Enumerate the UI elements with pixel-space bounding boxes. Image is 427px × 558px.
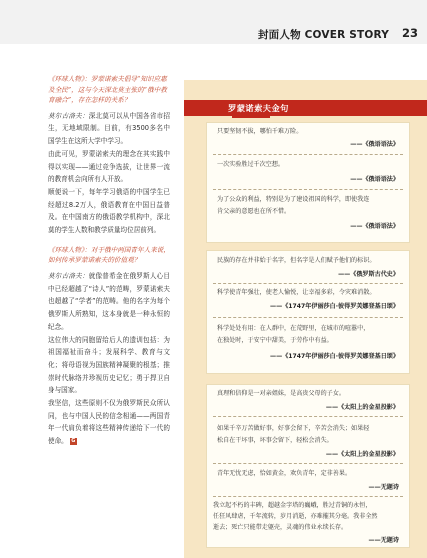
quote-source: ——《1747年伊丽莎白·彼得罗芙娜登基日颂》 (270, 353, 399, 360)
quote-card (206, 122, 410, 243)
divider (213, 154, 403, 155)
panel-title-rule (232, 116, 270, 118)
quote-text: 肯父亲的意愿也在所不惜。 (217, 208, 291, 215)
quote-source: ——《俄语语法》 (350, 176, 399, 183)
quote-text: 只要坚韧不拔，哪怕千难万险。 (217, 128, 303, 135)
divider (213, 496, 403, 497)
quote-source: ——《1747年伊丽莎白·彼得罗芙娜登基日颂》 (270, 303, 399, 310)
interview-answer-1 (48, 110, 170, 237)
quote-card (206, 250, 410, 374)
end-mark-icon: G (71, 437, 76, 444)
page-number: 23 (401, 26, 418, 40)
quote-text: 逝去；死亡只能带走躯壳，灵魂的伟业永续长存。 (213, 524, 348, 531)
interview-column (48, 74, 170, 448)
interview-question-1: 《环球人物》：罗蒙诺索夫倡导“知识应惠及全民”，这与今天深北莫主张的“俄中教育融合”，存在怎样的关系？ (48, 75, 167, 105)
speaker-name: 莫尔古洛夫： (48, 272, 89, 280)
quote-text: 为了公众的利益，特别是为了建设祖国的科学，即使我连 (217, 196, 370, 203)
quote-text: 青年无忧无虑，恰如黄金，欢负青年，定非善果。 (217, 470, 352, 477)
quote-source: ——《俄罗斯古代史》 (338, 271, 399, 278)
quote-text: 如果千辛万苦做好事，好事会留下，辛苦会消失；如果轻 (217, 425, 370, 432)
quote-source: ——《俄语语法》 (350, 141, 399, 148)
quote-card (206, 384, 410, 548)
panel-title-bar (184, 100, 427, 116)
quote-text: 任狂风肆虐，千年流转，岁月消逝，亦难摧其分毫。我非全然 (213, 513, 378, 520)
quote-source: ——无题诗 (368, 484, 399, 491)
quote-text: 我立起不朽的丰碑，超越金字塔的巍峨，胜过青铜的永恒， (213, 502, 372, 509)
answer-paragraph: 这位伟大的同胞留给后人的遗训包括：为祖国福祉而奋斗；发展科学、教育与文化；将母语视为国族精神凝聚的根基；推崇时代脉络并珍视历史记忆；勇于捍卫自身与国家。 (48, 335, 170, 395)
quote-text: 在独处时，于安宁中甜美，于劳作中有益。 (217, 337, 333, 344)
quote-text: 一次实验胜过千次空想。 (217, 161, 285, 168)
answer-text: 我坚信，这些原则不仅为俄罗斯民众所认同，也与中国人民的信念相通——两国青年一代肩负着将这些精神传递给下一代的使命。 (48, 399, 170, 446)
answer-text: 可以从中国各省市招生，无地域限制。目前，有3500多名中国学生在这所大学中学习。 (48, 111, 171, 146)
quote-text: 真理和信仰是一对亲姐妹，是高贵父母的子女。 (217, 390, 345, 397)
answer-text: 就像普希金在俄罗斯人心目中已经超越了“诗人”的范畴，罗蒙诺索夫也超越了“学者”的范畴。他的名字为每个俄罗斯人所熟知，这本身就是一种永恒的纪念。 (48, 272, 171, 331)
answer-text: 深北莫 (88, 111, 110, 120)
interview-question-2: 《环球人物》：对于俄中两国青年人来说，如何传承罗蒙诺索夫的价值观？ (48, 245, 170, 265)
quote-source: ——《俄语语法》 (350, 223, 399, 230)
panel-title: 罗蒙诺索夫金句 (228, 103, 289, 113)
divider (213, 189, 403, 190)
divider (213, 416, 403, 417)
quote-source: ——《太阳上的金星投影》 (325, 451, 399, 458)
divider (213, 283, 403, 284)
divider (213, 317, 403, 318)
interview-answer-2 (48, 270, 170, 448)
answer-paragraph (48, 110, 170, 148)
answer-paragraph: 顺便说一下，每年学习俄语的中国学生已经超过8.2万人，俄语教育在中国日益普及。在中国南方的俄语教学机构中，深北莫的学生人数和教学质量均位居前列。 (48, 188, 170, 235)
speaker-name: 莫尔古洛夫： (48, 111, 89, 120)
divider (213, 463, 403, 464)
quote-source: ——《太阳上的金星投影》 (325, 404, 399, 411)
quote-text: 科学处处有用：在人群中，在荒野里，在城市的喧嚣中， (217, 325, 370, 332)
quote-text: 民族的存在并非始于名字，但名字是人们赋予他们的标识。 (217, 257, 376, 264)
answer-paragraph (48, 397, 170, 448)
section-title: 封面人物 COVER STORY (257, 29, 389, 41)
answer-paragraph (48, 270, 170, 334)
quote-text: 科学使青年强壮，使老人愉悦，让幸福多彩，令灾难消散。 (217, 289, 376, 296)
quote-text: 松自在干坏事，坏事会留下，轻松会消失。 (217, 437, 333, 444)
quote-source: ——无题诗 (368, 537, 399, 544)
answer-paragraph: 由此可见，罗蒙诺索夫的理念在其实践中得以实现——通过竞争选拔，让世界一流的教育机会向所有人开放。 (48, 149, 170, 184)
